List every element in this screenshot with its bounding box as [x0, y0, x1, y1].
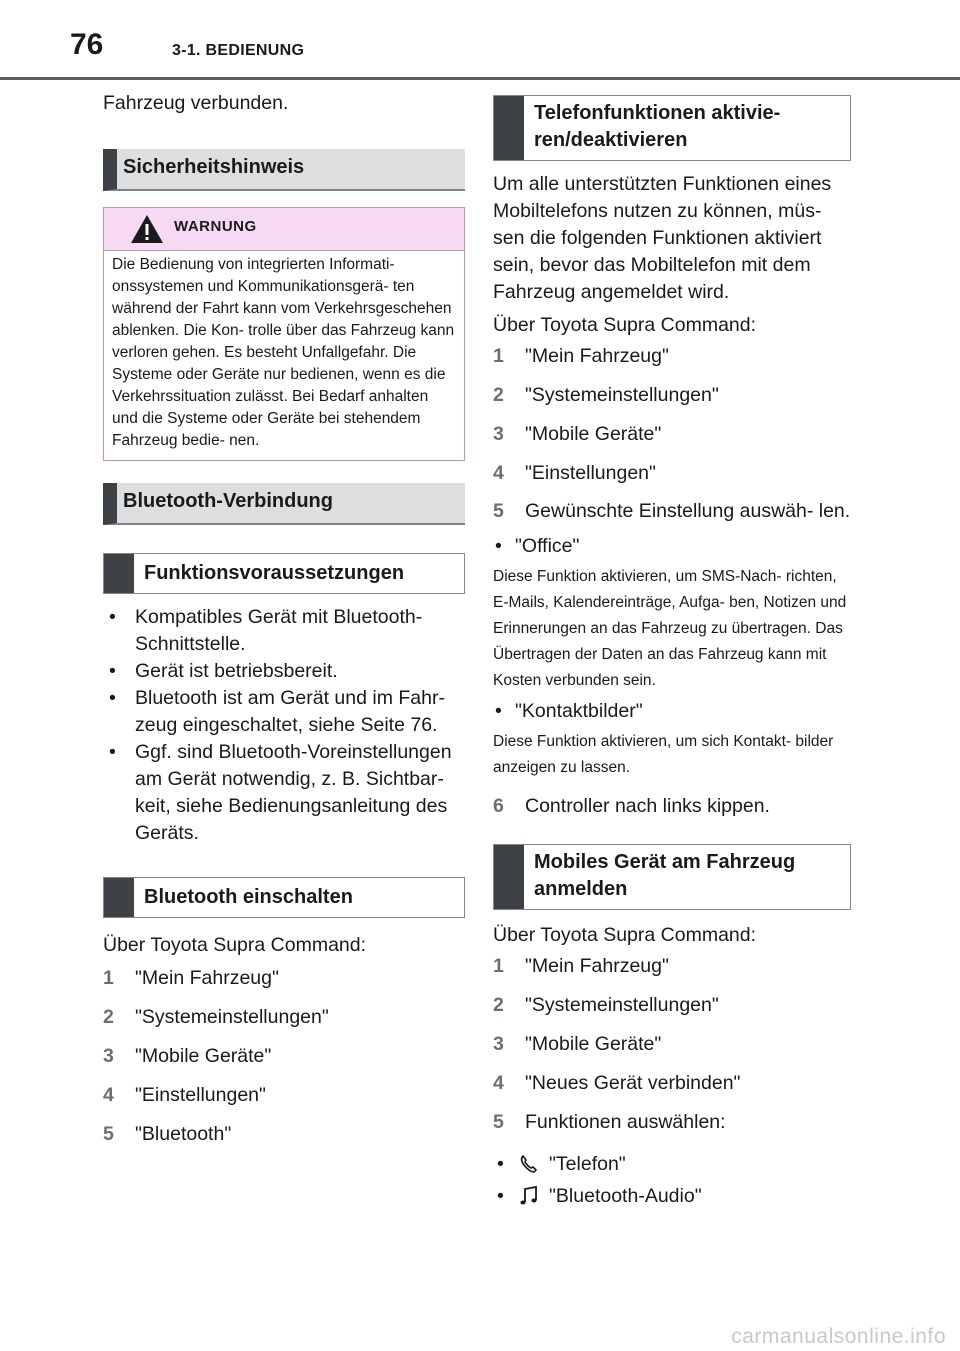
contact-description: Diese Funktion aktivieren, um sich Kontakt- bilder anzeigen zu lassen.	[493, 733, 834, 776]
steps-list	[493, 343, 851, 529]
step-item: 2 "Systemeinstellungen"	[103, 1006, 329, 1028]
list-item: • Kompatibles Gerät mit Bluetooth-Schnittstelle.	[109, 606, 423, 655]
office-description: Diese Funktion aktivieren, um SMS-Nach- richten, E-Mails, Kalendereinträge, Aufga- ben, Notizen und Erinnerungen an das Fahrzeug zu übertragen. Das Übertragen der Daten an das Fahrzeug kann mit Kosten verbunden sein.	[493, 568, 847, 689]
phone-functions-heading	[493, 95, 851, 161]
requirements-list	[103, 604, 465, 847]
office-bullet: • "Office"	[495, 535, 580, 557]
music-note-icon	[517, 1184, 541, 1208]
page-header	[0, 0, 960, 80]
contact-bullet: • "Kontaktbilder"	[495, 700, 643, 722]
step-item: 1 "Mein Fahrzeug"	[493, 345, 669, 367]
step-item: 3 "Mobile Geräte"	[493, 423, 662, 445]
warning-triangle-icon	[130, 214, 164, 244]
step-item: 1 "Mein Fahrzeug"	[493, 955, 669, 977]
warning-label: WARNUNG	[174, 218, 257, 235]
via-text: Über Toyota Supra Command:	[493, 924, 757, 946]
warning-box	[103, 207, 465, 461]
step-item: 4 "Neues Gerät verbinden"	[493, 1072, 741, 1094]
via-text: Über Toyota Supra Command:	[103, 934, 367, 956]
page-number: 76	[70, 28, 104, 61]
intro-text: Fahrzeug verbunden.	[103, 92, 289, 114]
warning-header	[104, 208, 464, 251]
safety-heading: Sicherheitshinweis	[103, 149, 465, 191]
step-item: 6 Controller nach links kippen.	[493, 795, 770, 817]
steps-list	[103, 965, 465, 1160]
phone-icon	[517, 1152, 541, 1176]
requirements-heading	[103, 553, 465, 594]
step-item: 3 "Mobile Geräte"	[103, 1045, 272, 1067]
step-item: 3 "Mobile Geräte"	[493, 1033, 662, 1055]
via-text: Über Toyota Supra Command:	[493, 314, 757, 336]
left-column	[103, 90, 465, 1160]
steps-list	[493, 953, 851, 1148]
warning-text: Die Bedienung von integrierten Informati- onssystemen und Kommunikationsgerä- ten während der Fahrt kann vom Verkehrsgeschehen ablenken. Die Kon- trolle über das Fahrzeug kann verloren gehen. Es besteht Unfallgefahr. Die Systeme oder Geräte nur bedienen, wenn es die Verkehrssituation zulässt. Bei Bedarf anhalten und die Systeme oder Geräte bei stehendem Fahrzeug bedie- nen.	[112, 256, 455, 449]
section-title: 3-1. BEDIENUNG	[172, 42, 305, 59]
list-item: • Ggf. sind Bluetooth-Voreinstellungen am Gerät notwendig, z. B. Sichtbar- keit, siehe Bedienungsanleitung des Geräts.	[109, 741, 452, 844]
list-item: • Gerät ist betriebsbereit.	[109, 660, 338, 682]
phone-intro-text: Um alle unterstützten Funktionen eines Mobiltelefons nutzen zu können, müs- sen die folgenden Funktionen aktiviert sein, bevor das Mobiltelefon mit dem Fahrzeug angemeldet wird.	[493, 173, 832, 303]
right-column	[493, 95, 851, 1212]
step-item: 1 "Mein Fahrzeug"	[103, 967, 279, 989]
register-heading-text: Mobiles Gerät am Fahrzeug anmelden	[534, 851, 796, 900]
step-item: 2 "Systemeinstellungen"	[493, 994, 719, 1016]
requirements-heading-text: Funktionsvoraussetzungen	[144, 562, 405, 584]
bluetooth-on-heading	[103, 877, 465, 918]
function-item-audio: • "Bluetooth-Audio"	[497, 1184, 702, 1207]
step-item: 4 "Einstellungen"	[103, 1084, 266, 1106]
step-item: 5 "Bluetooth"	[103, 1123, 232, 1145]
step-item: 5 Gewünschte Einstellung auswäh- len.	[493, 500, 851, 522]
phone-functions-heading-text: Telefonfunktionen aktivie- ren/deaktivieren	[534, 102, 781, 151]
bluetooth-heading: Bluetooth-Verbindung	[103, 483, 465, 525]
step-item: 4 "Einstellungen"	[493, 462, 656, 484]
function-item-phone: • "Telefon"	[497, 1152, 626, 1175]
watermark: carmanualsonline.info	[731, 1325, 946, 1348]
step-item: 5 Funktionen auswählen:	[493, 1111, 726, 1133]
bluetooth-on-heading-text: Bluetooth einschalten	[144, 886, 353, 908]
step-item: 2 "Systemeinstellungen"	[493, 384, 719, 406]
header-divider	[0, 77, 960, 80]
register-heading	[493, 844, 851, 910]
list-item: • Bluetooth ist am Gerät und im Fahr- zeug eingeschaltet, siehe Seite 76.	[109, 687, 445, 736]
